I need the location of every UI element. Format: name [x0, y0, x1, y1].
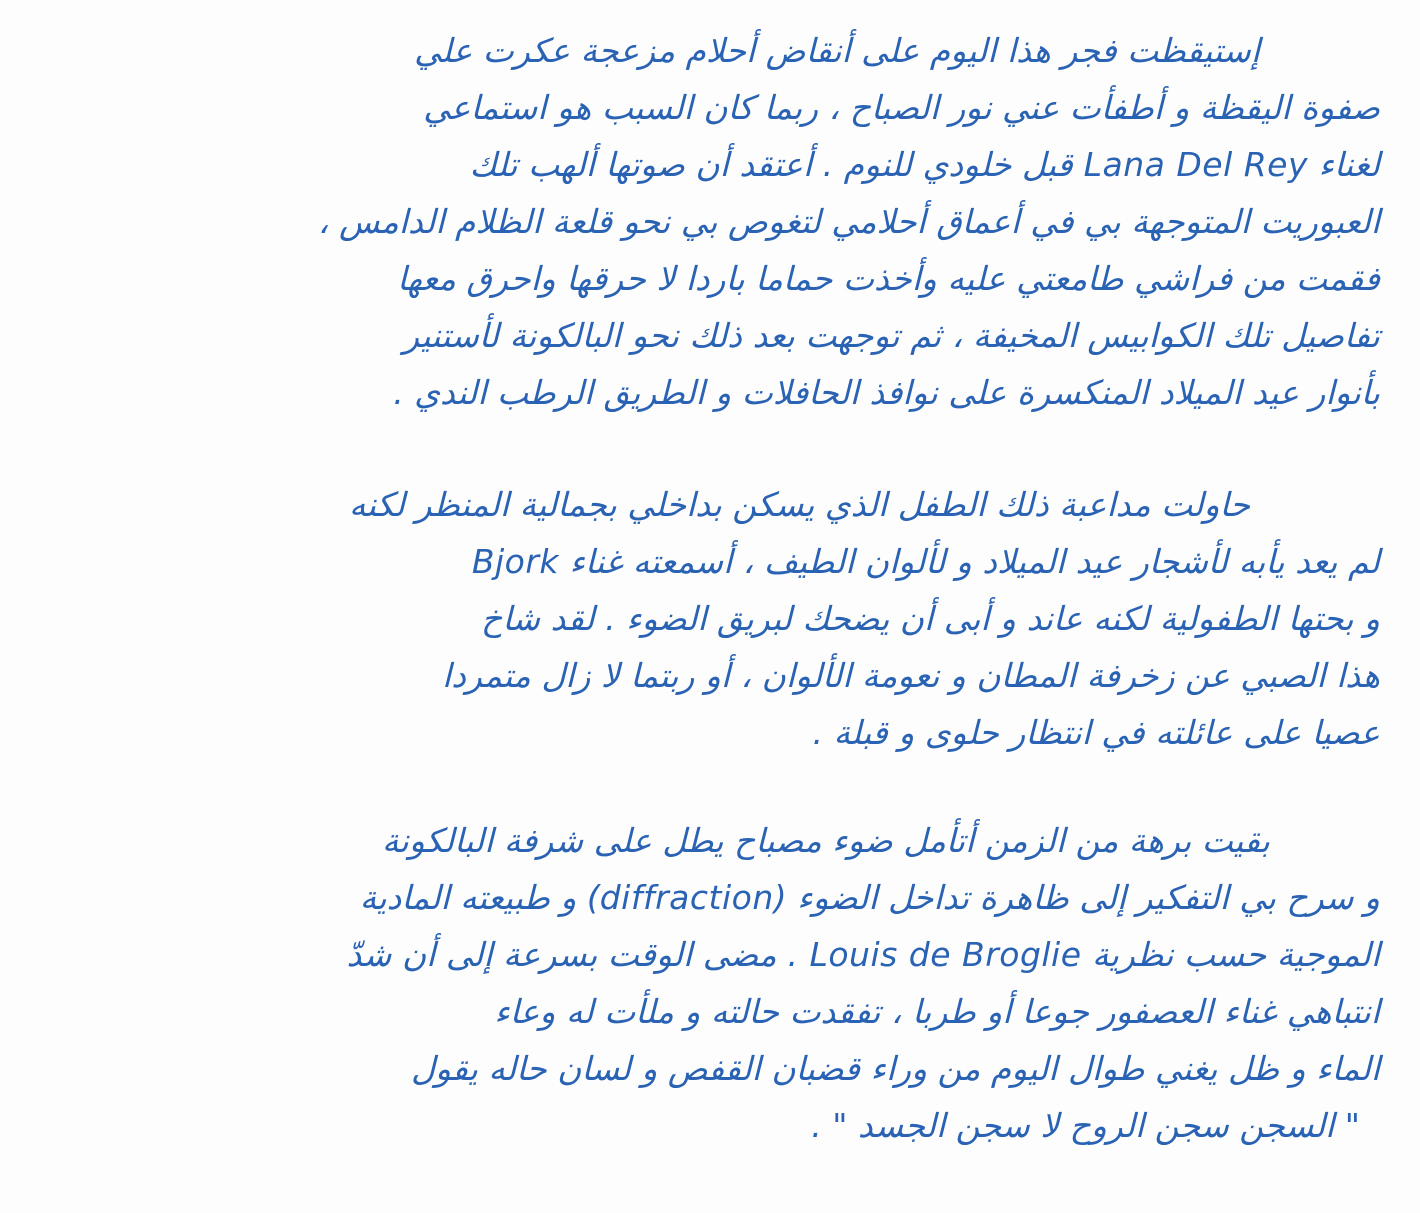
text-line: " السجن سجن الروح لا سجن الجسد " .: [811, 1106, 1360, 1145]
text-line: حاولت مداعبة ذلك الطفل الذي يسكن بداخلي بجمالية المنظر لكنه: [349, 485, 1250, 524]
text-line: فقمت من فراشي طامعتي عليه وأخذت حماما باردا لا حرقها واحرق معها: [397, 259, 1380, 298]
text-line: تفاصيل تلك الكوابيس المخيفة ، ثم توجهت بعد ذلك نحو البالكونة لأستنير: [403, 316, 1380, 355]
text-line: إستيقظت فجر هذا اليوم على أنقاض أحلام مزعجة عكرت علي: [414, 31, 1260, 70]
text-line: و بحتها الطفولية لكنه عاند و أبى أن يضحك لبريق الضوء . لقد شاخ: [481, 599, 1380, 638]
text-line: انتباهي غناء العصفور جوعا أو طربا ، تفقدت حالته و ملأت له وعاء: [494, 992, 1380, 1031]
text-line: صفوة اليقظة و أطفأت عني نور الصباح ، ربما كان السبب هو استماعي: [423, 88, 1380, 127]
text-line: هذا الصبي عن زخرفة المطان و نعومة الألوان ، أو ربتما لا زال متمردا: [442, 656, 1380, 695]
paragraph-3: [24, 812, 1380, 1154]
paragraph-2: [24, 476, 1380, 761]
text-line: بأنوار عيد الميلاد المنكسرة على نوافذ الحافلات و الطريق الرطب الندي .: [393, 373, 1380, 412]
text-line: لم يعد يأبه لأشجار عيد الميلاد و لألوان الطيف ، أسمعته غناء Bjork: [471, 542, 1380, 581]
paragraph-1: [24, 22, 1380, 421]
text-line: بقيت برهة من الزمن أتأمل ضوء مصباح يطل على شرفة البالكونة: [381, 821, 1270, 860]
text-line: العبوريت المتوجهة بي في أعماق أحلامي لتغوص بي نحو قلعة الظلام الدامس ،: [317, 202, 1380, 241]
text-line: عصيا على عائلته في انتظار حلوى و قبلة .: [812, 713, 1380, 752]
text-line: الماء و ظل يغني طوال اليوم من وراء قضبان القفص و لسان حاله يقول: [411, 1049, 1380, 1088]
text-line: و سرح بي التفكير إلى ظاهرة تداخل الضوء (diffraction) و طبيعته المادية: [359, 878, 1380, 917]
text-line: لغناء Lana Del Rey قبل خلودي للنوم . أعتقد أن صوتها ألهب تلك: [469, 145, 1380, 184]
text-line: الموجية حسب نظرية Louis de Broglie . مضى الوقت بسرعة إلى أن شدّ: [346, 935, 1380, 974]
